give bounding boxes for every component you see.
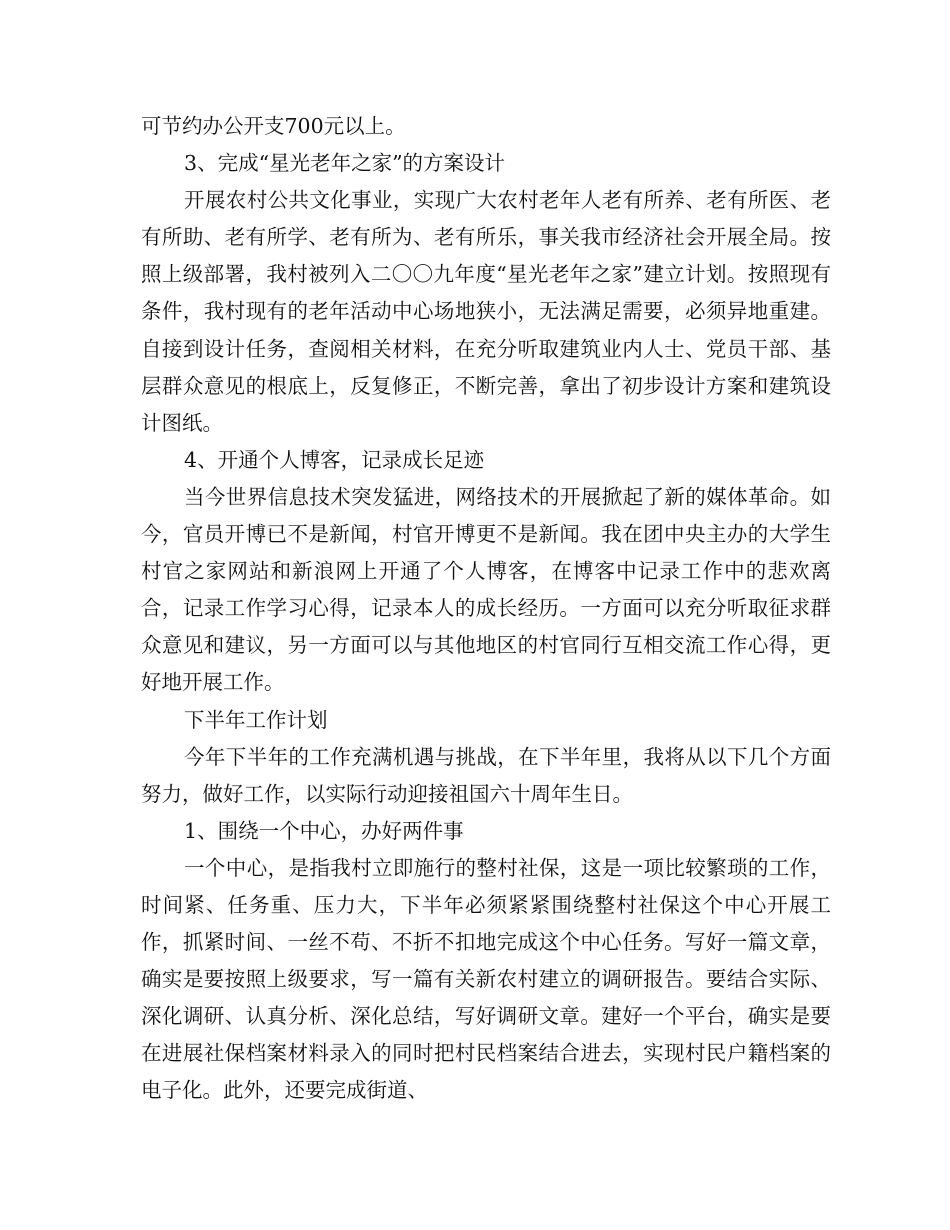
- heading-personal-blog: 4、开通个人博客，记录成长足迹: [184, 447, 485, 472]
- heading-one-center: 1、围绕一个中心，办好两件事: [184, 818, 464, 843]
- heading-second-half-plan: 下半年工作计划: [184, 707, 328, 732]
- paragraph-one-center: 一个中心，是指我村立即施行的整村社保，这是一项比较繁琐的工作，时间紧、任务重、压力大，下半年必须紧紧围绕整村社保这个中心开展工作，抓紧时间、一丝不苟、不折不扣地完成这个中心任务。写好一篇文章，确实是要按照上级要求，写一篇有关新农村建立的调研报告。要结合实际、深化调研、认真分析、深化总结，写好调研文章。建好一个平台，确实是要在进展社保档案材料录入的同时把村民档案结合进去，实现村民户籍档案的电子化。此外，还要完成街道、: [141, 855, 831, 1103]
- paragraph-personal-blog: 当今世界信息技术突发猛进，网络技术的开展掀起了新的媒体革命。如今，官员开博已不是新闻，村官开博更不是新闻。我在团中央主办的大学生村官之家网站和新浪网上开通了个人博客，在博客中记录工作中的悲欢离合，记录工作学习心得，记录本人的成长经历。一方面可以充分听取征求群众意见和建议，另一方面可以与其他地区的村官同行互相交流工作心得，更好地开展工作。: [141, 484, 831, 695]
- paragraph-second-half-plan: 今年下半年的工作充满机遇与挑战，在下半年里，我将从以下几个方面努力，做好工作，以实际行动迎接祖国六十周年生日。: [141, 744, 831, 806]
- document-page: [141, 108, 831, 1110]
- paragraph-starlight-design: 开展农村公共文化事业，实现广大农村老年人老有所养、老有所医、老有所助、老有所学、老有所为、老有所乐，事关我市经济社会开展全局。按照上级部署，我村被列入二〇〇九年度“星光老年之家”建立计划。按照现有条件，我村现有的老年活动中心场地狭小，无法满足需要，必须异地重建。自接到设计任务，查阅相关材料，在充分听取建筑业内人士、党员干部、基层群众意见的根底上，反复修正，不断完善，拿出了初步设计方案和建筑设计图纸。: [141, 188, 831, 435]
- paragraph-office-savings: 可节约办公开支700元以上。: [141, 114, 406, 138]
- heading-starlight-design: 3、完成“星光老年之家”的方案设计: [184, 151, 506, 176]
